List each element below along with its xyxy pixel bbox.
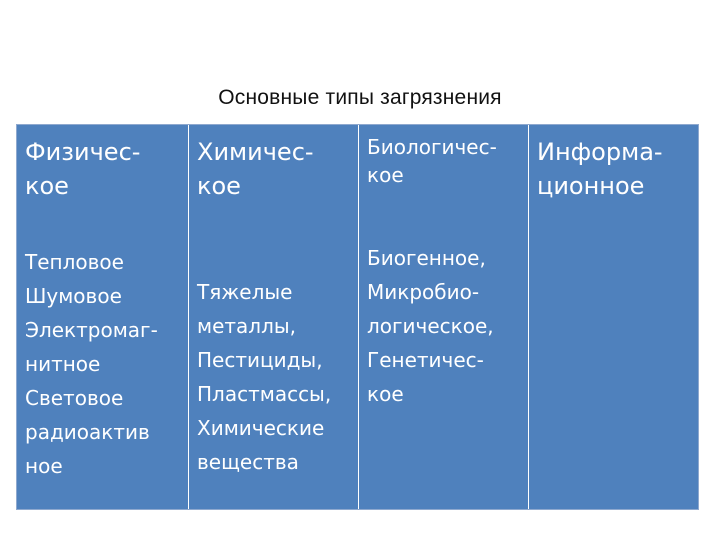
list-item: Тепловое [25,250,124,274]
column-body-chemical [197,275,331,479]
column-header-physical [25,135,140,203]
header-line: Химичес- [197,138,314,166]
list-item: Тяжелые [197,280,293,304]
list-item: кое [367,382,404,406]
list-item: вещества [197,450,299,474]
column-header-informational [537,135,663,203]
column-informational [528,125,698,509]
column-body-physical [25,245,158,483]
pollution-types-table [16,124,699,510]
header-line: ционное [537,172,645,200]
column-biological [358,125,528,509]
list-item: металлы, [197,314,297,338]
header-line: кое [25,172,69,200]
list-item: Световое [25,386,124,410]
header-line: кое [367,163,404,187]
list-item: Микробио- [367,280,480,304]
header-line: кое [197,172,241,200]
column-physical [17,125,188,509]
column-header-biological [367,133,497,189]
column-header-chemical [197,135,314,203]
list-item: логическое, [367,314,494,338]
list-item: ное [25,454,63,478]
header-line: Биологичес- [367,135,497,159]
column-body-biological [367,241,494,411]
list-item: Химические [197,416,325,440]
list-item: Пластмассы, [197,382,332,406]
list-item: Генетичес- [367,348,484,372]
list-item: Электромаг- [25,318,158,342]
list-item: нитное [25,352,101,376]
list-item: радиоактив [25,420,150,444]
slide-title: Основные типы загрязнения [218,86,502,109]
list-item: Биогенное, [367,246,486,270]
header-line: Информа- [537,138,663,166]
column-chemical [188,125,358,509]
list-item: Пестициды, [197,348,323,372]
header-line: Физичес- [25,138,141,166]
list-item: Шумовое [25,284,122,308]
